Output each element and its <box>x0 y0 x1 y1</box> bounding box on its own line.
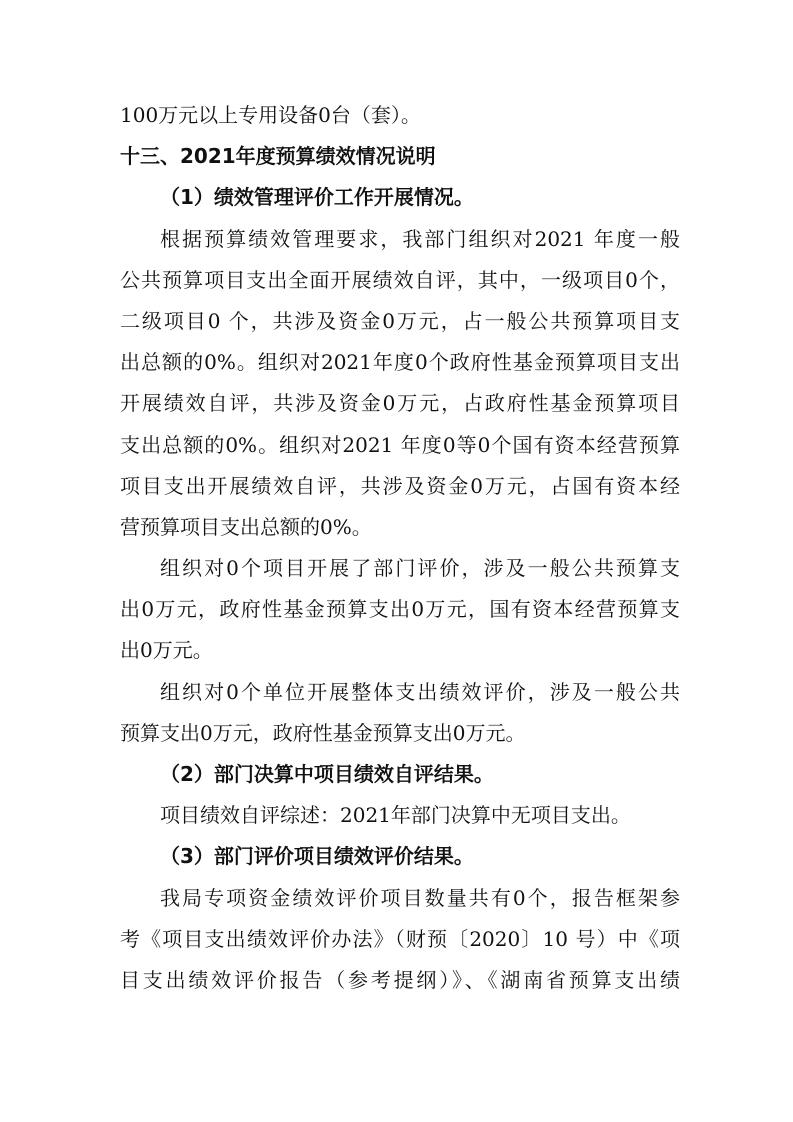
paragraph-line: 根据预算绩效管理要求，我部门组织对2021 年度一般 <box>160 226 680 251</box>
subsection-heading: （1）绩效管理评价工作开展情况。 <box>160 185 474 210</box>
paragraph-line: 我局专项资金绩效评价项目数量共有0个，报告框架参 <box>160 885 680 910</box>
paragraph-line: 二级项目0 个，共涉及资金0万元，占一般公共预算项目支 <box>120 308 680 333</box>
paragraph-line: 开展绩效自评，共涉及资金0万元，占政府性基金预算项目 <box>120 391 680 416</box>
paragraph-line: 组织对0个单位开展整体支出绩效评价，涉及一般公共 <box>160 679 680 704</box>
paragraph-line: 项目绩效自评综述：2021年部门决算中无项目支出。 <box>160 803 631 828</box>
paragraph-line: 出0万元，政府性基金预算支出0万元，国有资本经营预算支 <box>120 597 680 622</box>
paragraph-line: 营预算项目支出总额的0%。 <box>120 514 372 539</box>
document-body <box>120 95 680 1001</box>
subsection-heading: （2）部门决算中项目绩效自评结果。 <box>160 762 494 786</box>
section-heading: 十三、2021年度预算绩效情况说明 <box>120 144 436 169</box>
paragraph-line: 支出总额的0%。组织对2021 年度0等0个国有资本经营预算 <box>120 432 680 457</box>
paragraph-line: 预算支出0万元，政府性基金预算支出0万元。 <box>120 720 526 745</box>
paragraph-line: 考《项目支出绩效评价办法》（财预〔2020〕10 号）中《项 <box>120 926 680 951</box>
paragraph-line: 目支出绩效评价报告（参考提纲）》、《湖南省预算支出绩 <box>120 967 680 992</box>
paragraph-line: 出总额的0%。组织对2021年度0个政府性基金预算项目支出 <box>120 350 680 375</box>
subsection-heading: （3）部门评价项目绩效评价结果。 <box>160 844 474 869</box>
paragraph-line: 组织对0个项目开展了部门评价，涉及一般公共预算支 <box>160 556 680 581</box>
paragraph-line: 出0万元。 <box>120 638 213 663</box>
body-line: 100万元以上专用设备0台（套）。 <box>120 103 421 127</box>
paragraph-line: 公共预算项目支出全面开展绩效自评，其中，一级项目0个， <box>120 267 680 292</box>
paragraph-line: 项目支出开展绩效自评，共涉及资金0万元，占国有资本经 <box>120 473 680 498</box>
